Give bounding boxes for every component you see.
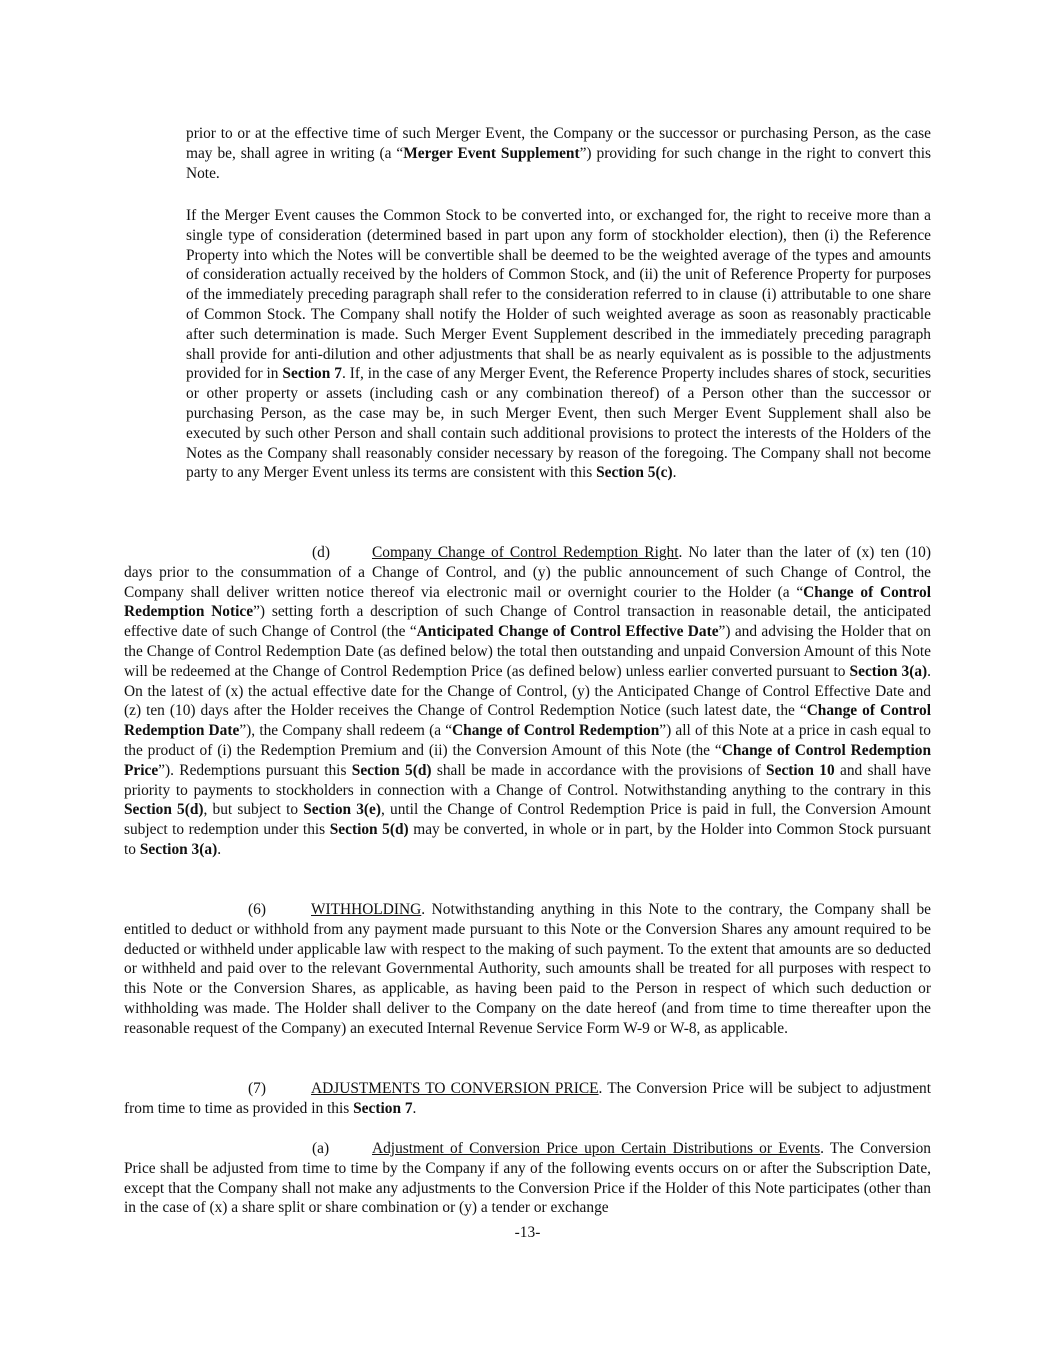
text-run: ”) setting forth a description of such Change of Control transaction in reasonable detail, the anticipated effective date of such Change of Control (the “ (124, 603, 932, 641)
text-run: . The Conversion Price shall be adjusted from time to time by the Company if any of the following events occurs on or after the Subscription Date, except that the Company shall not make any adjustments to the Conversion Price if the Holder of this Note participates (other than in the case of (x) a share split or share combination or (y) a tender or exchange (124, 1140, 931, 1217)
text-run: . (412, 1099, 417, 1117)
defined-term: Change of Control Redemption Date (124, 702, 931, 740)
section-marker: (a) (312, 1140, 330, 1157)
section-reference: Section 10 (766, 761, 835, 779)
defined-term: Change of Control Redemption Price (124, 741, 932, 779)
section-heading: Company Change of Control Redemption Right (372, 544, 679, 561)
section-marker: (d) (312, 544, 330, 561)
paragraph-adjustment-upon-distributions (124, 1139, 931, 1218)
text-run: . (217, 840, 222, 858)
page-number: -13- (514, 1224, 541, 1241)
text-run: ”) and advising the Holder that on the Change of Control Redemption Date (as defined below) the total then outstanding and unpaid Conversion Amount of this Note will be redeemed at the Change of Control Redemption Price (as defined below) unless earlier converted pursuant to (124, 623, 931, 680)
defined-term: Merger Event Supplement (403, 144, 580, 162)
section-heading: Adjustment of Conversion Price upon Certain Distributions or Events (372, 1140, 821, 1157)
text-run: . The Conversion Price will be subject to adjustment from time to time as provided in this (124, 1080, 932, 1117)
section-reference: Section 5(d) (351, 761, 432, 779)
text-run: prior to or at the effective time of such Merger Event, the Company or the successor or purchasing Person, as the case may be, shall agree in writing (a “ (186, 125, 931, 162)
section-reference: Section 7 (282, 365, 342, 383)
text-run: , but subject to (203, 801, 304, 819)
text-run: . If, in the case of any Merger Event, the Reference Property includes shares of stock, securities or other property or assets (including cash or any combination thereof) of a Person other than the successor or purchasing Person, as the case may be, in such Merger Event, then such Merger Event Supplement shall also be executed by such other Person and shall contain such additional provisions to protect the interests of the Holders of the Notes as the Company shall reasonably consider necessary by reason of the foregoing. The Company shall not become party to any Merger Event unless its terms are consistent with this (186, 365, 932, 482)
section-reference: Section 5(d) (329, 821, 409, 839)
section-heading: WITHHOLDING (311, 901, 422, 918)
text-run: may be converted, in whole or in part, by the Holder into Common Stock pursuant to (124, 821, 931, 858)
paragraph-change-of-control-redemption (124, 543, 931, 860)
text-run: . (672, 464, 677, 482)
section-reference: Section 5(c) (596, 464, 673, 482)
section-reference: Section 3(a) (849, 662, 928, 680)
text-run: , until the Change of Control Redemption Price is paid in full, the Conversion Amount subject to redemption under this (124, 801, 931, 839)
text-run: ”) all of this Note at a price in cash equal to the product of (i) the Redemption Premium and (ii) the Conversion Amount of this Note (the “ (124, 722, 931, 759)
text-run: and shall have priority to payments to stockholders in connection with a Change of Control. Notwithstanding anything to the contrary in this (124, 761, 931, 799)
text-run: ”) providing for such change in the right to convert this Note. (186, 144, 931, 182)
section-reference: Section 3(a) (139, 840, 218, 858)
section-reference: Section 7 (353, 1099, 413, 1117)
paragraph-adjustments-to-conversion-price (124, 1079, 931, 1119)
text-run: ”), the Company shall redeem (a “ (239, 722, 453, 740)
text-run: . On the latest of (x) the actual effective date for the Change of Control, (y) the Anticipated Change of Control Effective Date and (z) ten (10) days after the Holder receives the Change of Control Redemption Notice (such latest date, the “ (124, 662, 932, 720)
text-run: ”). Redemptions pursuant this (158, 761, 352, 779)
text-run: . No later than the later of (x) ten (10) days prior to the consummation of a Change of Control, and (y) the public announcement of such Change of Control, the Company shall deliver written notice thereof via electronic mail or overnight courier to the Holder (a “ (124, 544, 931, 601)
section-marker: (6) (248, 901, 266, 918)
text-run: . Notwithstanding anything in this Note to the contrary, the Company shall be entitled to deduct or withhold from any payment made pursuant to this Note or the Conversion Shares any amount required to be deducted or withheld under applicable law with respect to the making of such payment. To the extent that amounts are so deducted or withheld and paid over to the relevant Governmental Authority, such amounts shall be treated for all purposes with respect to this Note or the Conversion Shares, as applicable, as having been paid to the Person in respect of which such deduction or withholding was made. The Holder shall deliver to the Company on the date hereof (and from time to time thereafter upon the reasonable request of the Company) an executed Internal Revenue Service Form W-9 or W-8, as applicable. (124, 901, 931, 1037)
defined-term: Change of Control Redemption (452, 722, 660, 740)
defined-term: Anticipated Change of Control Effective Date (416, 623, 719, 641)
section-marker: (7) (248, 1080, 266, 1097)
text-run: If the Merger Event causes the Common Stock to be converted into, or exchanged for, the right to receive more than a single type of consideration (determined based in part upon any form of stockholder election), then (i) the Reference Property into which the Notes will be convertible shall be deemed to be the weighted average of the types and amounts of consideration actually received by the holders of Common Stock, and (ii) the unit of Reference Property for purposes of the immediately preceding paragraph shall refer to the consideration referred to in clause (i) attributable to one share of Common Stock. The Company shall notify the Holder of such weighted average as soon as reasonably practicable after such determination is made. Such Merger Event Supplement described in the immediately preceding paragraph shall provide for anti-dilution and other adjustments that shall be as nearly equivalent as is possible to the adjustments provided for in (186, 207, 931, 383)
section-reference: Section 3(e) (303, 801, 382, 819)
section-reference: Section 5(d) (124, 801, 204, 819)
section-heading: ADJUSTMENTS TO CONVERSION PRICE (311, 1080, 599, 1097)
paragraph-merger-event-supplement (186, 124, 931, 183)
text-run: shall be made in accordance with the provisions of (431, 761, 767, 779)
defined-term: Change of Control Redemption Notice (124, 583, 931, 621)
paragraph-merger-event-consideration (186, 206, 931, 483)
paragraph-withholding (124, 900, 931, 1039)
